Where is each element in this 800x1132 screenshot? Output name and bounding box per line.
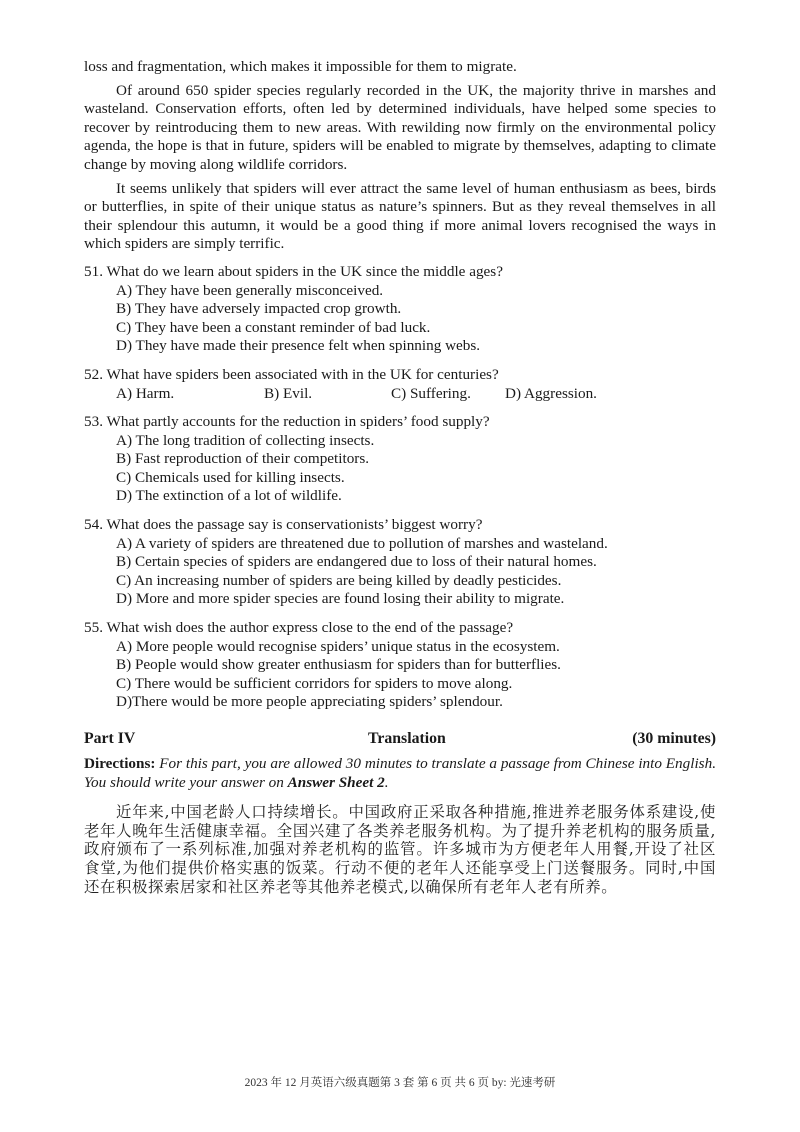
answer-option-c[interactable]: C) An increasing number of spiders are being killed by deadly pesticides.	[116, 571, 562, 589]
answer-option-d[interactable]: D) More and more spider species are found losing their ability to migrate.	[116, 590, 565, 608]
question-54	[84, 516, 716, 609]
directions-end: .	[384, 773, 389, 791]
answer-option-d[interactable]: D) Aggression.	[505, 384, 597, 402]
answer-option-b[interactable]: B) They have adversely impacted crop growth.	[116, 300, 402, 318]
exam-page	[84, 58, 716, 896]
answer-option-b[interactable]: B) Certain species of spiders are endangered due to loss of their natural homes.	[116, 553, 597, 571]
question-55	[84, 619, 716, 712]
answer-option-b[interactable]: B) People would show greater enthusiasm for spiders than for butterflies.	[116, 656, 561, 674]
question-stem: 54. What does the passage say is conservationists’ biggest worry?	[84, 516, 483, 534]
answer-option-a[interactable]: A) They have been generally misconceived.	[116, 281, 384, 299]
answer-option-b[interactable]: B) Fast reproduction of their competitors.	[116, 450, 370, 468]
passage-paragraph: It seems unlikely that spiders will ever attract the same level of human enthusiasm as bees, birds or butterflies, in spite of their unique status as nature’s spinners. But as they reveal themselves in all their splendour this autumn, it would be a good thing if more animal lovers recognised the ways in which spiders are simply terrific.	[84, 179, 716, 253]
part-label: Part IV	[84, 730, 136, 747]
part-time-limit: (30 minutes)	[632, 730, 716, 747]
question-53	[84, 413, 716, 506]
answer-option-a[interactable]: A) A variety of spiders are threatened due to pollution of marshes and wasteland.	[116, 534, 608, 552]
question-stem: 53. What partly accounts for the reduction in spiders’ food supply?	[84, 413, 490, 431]
answer-option-d[interactable]: D)There would be more people appreciating spiders’ splendour.	[116, 693, 503, 711]
answer-option-c[interactable]: C) Suffering.	[391, 384, 471, 402]
part-header	[84, 730, 716, 750]
answer-options-row	[84, 385, 716, 404]
passage-paragraph: loss and fragmentation, which makes it impossible for them to migrate.	[84, 58, 517, 75]
answer-option-b[interactable]: B) Evil.	[264, 384, 313, 402]
directions	[84, 755, 716, 792]
question-51	[84, 263, 716, 356]
answer-option-a[interactable]: A) More people would recognise spiders’ unique status in the ecosystem.	[116, 637, 560, 655]
passage-paragraph: Of around 650 spider species regularly recorded in the UK, the majority thrive in marshes and wasteland. Conservation efforts, often led by determined individuals, have helped some species to recover by reintroducing them to new areas. With rewilding now firmly on the environmental policy agenda, the hope is that in future, spiders will be enabled to migrate by themselves, adapting to climate change by moving along wildlife corridors.	[84, 81, 716, 173]
answer-option-c[interactable]: C) They have been a constant reminder of bad luck.	[116, 318, 431, 336]
reading-passage	[84, 58, 716, 254]
answer-option-a[interactable]: A) The long tradition of collecting insects.	[116, 431, 375, 449]
question-52	[84, 366, 716, 403]
answer-option-c[interactable]: C) Chemicals used for killing insects.	[116, 468, 345, 486]
page-footer: 2023 年 12 月英语六级真题第 3 套 第 6 页 共 6 页 by: 光速考研	[244, 1077, 556, 1089]
question-stem: 51. What do we learn about spiders in the UK since the middle ages?	[84, 262, 503, 280]
chinese-translation-passage: 近年来,中国老龄人口持续增长。中国政府正采取各种措施,推进养老服务体系建设,使老年人晚年生活健康幸福。全国兴建了各类养老服务机构。为了提升养老机构的服务质量,政府颁布了一系列标准,加强对养老机构的监管。许多城市为方便老年人用餐,开设了社区食堂,为他们提供价格实惠的饭菜。行动不便的老年人还能享受上门送餐服务。同时,中国还在积极探索居家和社区养老等其他养老模式,以确保所有老年人老有所养。	[84, 803, 716, 896]
answer-option-a[interactable]: A) Harm.	[116, 384, 175, 402]
answer-option-c[interactable]: C) There would be sufficient corridors for spiders to move along.	[116, 674, 513, 692]
answer-sheet-label: Answer Sheet 2	[287, 773, 385, 791]
answer-option-d[interactable]: D) The extinction of a lot of wildlife.	[116, 487, 342, 505]
question-stem: 55. What wish does the author express close to the end of the passage?	[84, 619, 514, 637]
directions-label: Directions:	[84, 755, 156, 772]
directions-text: For this part, you are allowed 30 minutes to translate a passage from Chinese into English. You should write your answer on	[84, 755, 716, 791]
part-title: Translation	[368, 730, 446, 747]
answer-option-d[interactable]: D) They have made their presence felt when spinning webs.	[116, 337, 481, 355]
question-stem: 52. What have spiders been associated with in the UK for centuries?	[84, 365, 499, 383]
